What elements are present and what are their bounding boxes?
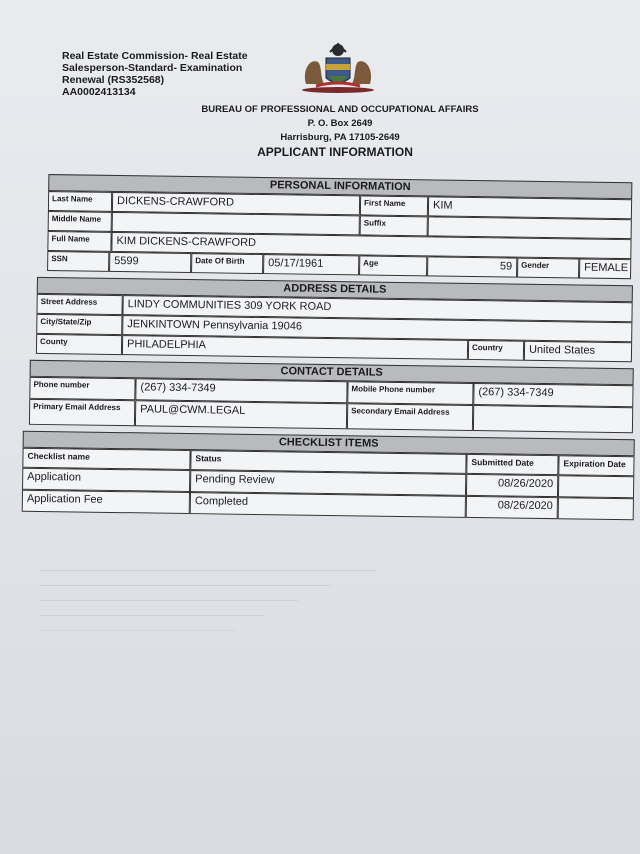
age-label: Age: [359, 255, 427, 276]
header-line: Real Estate Commission- Real Estate: [62, 50, 248, 62]
city-state-zip-label: City/State/Zip: [36, 314, 122, 335]
contact-details-heading: CONTACT DETAILS: [30, 360, 634, 385]
checklist-row-submitted: 08/26/2020: [466, 496, 558, 519]
first-name-label: First Name: [360, 195, 428, 216]
expiration-date-header: Expiration Date: [558, 455, 634, 476]
checklist-row-expiration: [558, 475, 634, 498]
checklist-items-heading: CHECKLIST ITEMS: [23, 431, 635, 457]
full-name-value: KIM DICKENS-CRAWFORD: [111, 232, 631, 259]
bureau-name: BUREAU OF PROFESSIONAL AND OCCUPATIONAL AFFAIRS: [201, 104, 479, 115]
checklist-row-expiration: [558, 497, 634, 520]
phone-number-label: Phone number: [29, 377, 135, 400]
status-header: Status: [190, 450, 466, 474]
county-label: County: [36, 334, 122, 355]
header-line: Renewal (RS352568): [62, 74, 165, 86]
gender-value: FEMALE: [579, 258, 631, 279]
last-name-label: Last Name: [48, 191, 112, 212]
gender-label: Gender: [517, 258, 579, 279]
city-state-zip-value: JENKINTOWN Pennsylvania 19046: [122, 315, 632, 342]
show-through-text: [40, 560, 600, 645]
mobile-phone-label: Mobile Phone number: [347, 381, 473, 405]
country-label: Country: [468, 340, 524, 361]
checklist-row-status: Pending Review: [190, 470, 466, 496]
page-title: APPLICANT INFORMATION: [257, 145, 413, 159]
mobile-phone-value: (267) 334-7349: [473, 383, 633, 407]
county-value: PHILADELPHIA: [122, 335, 468, 360]
dob-value: 05/17/1961: [263, 254, 359, 275]
first-name-value: KIM: [428, 196, 632, 219]
checklist-name-header: Checklist name: [22, 448, 190, 470]
secondary-email-value: [473, 405, 633, 433]
dob-label: Date Of Birth: [191, 253, 263, 274]
secondary-email-label: Secondary Email Address: [347, 403, 473, 431]
age-value: 59: [427, 256, 517, 277]
checklist-row-name: Application Fee: [22, 490, 190, 514]
middle-name-label: Middle Name: [48, 211, 112, 232]
ssn-label: SSN: [47, 251, 109, 272]
address-details-heading: ADDRESS DETAILS: [37, 277, 633, 302]
street-address-label: Street Address: [36, 294, 122, 315]
ssn-value: 5599: [109, 252, 191, 273]
suffix-label: Suffix: [360, 215, 428, 236]
header-line: Salesperson-Standard- Examination: [62, 62, 243, 74]
last-name-value: DICKENS-CRAWFORD: [112, 192, 360, 215]
street-address-value: LINDY COMMUNITIES 309 YORK ROAD: [122, 295, 632, 322]
primary-email-label: Primary Email Address: [29, 399, 135, 426]
checklist-row-status: Completed: [190, 492, 466, 518]
primary-email-value: PAUL@CWM.LEGAL: [135, 400, 347, 429]
header-line: AA0002413134: [62, 86, 136, 98]
checklist-row-submitted: 08/26/2020: [466, 474, 558, 497]
checklist-row-name: Application: [22, 468, 190, 492]
country-value: United States: [524, 341, 632, 363]
po-box: P. O. Box 2649: [307, 118, 373, 129]
personal-information-heading: PERSONAL INFORMATION: [48, 174, 632, 199]
full-name-label: Full Name: [47, 231, 111, 252]
city-line: Harrisburg, PA 17105-2649: [280, 132, 400, 143]
suffix-value: [428, 216, 632, 239]
submitted-date-header: Submitted Date: [466, 454, 558, 475]
phone-number-value: (267) 334-7349: [135, 378, 347, 403]
